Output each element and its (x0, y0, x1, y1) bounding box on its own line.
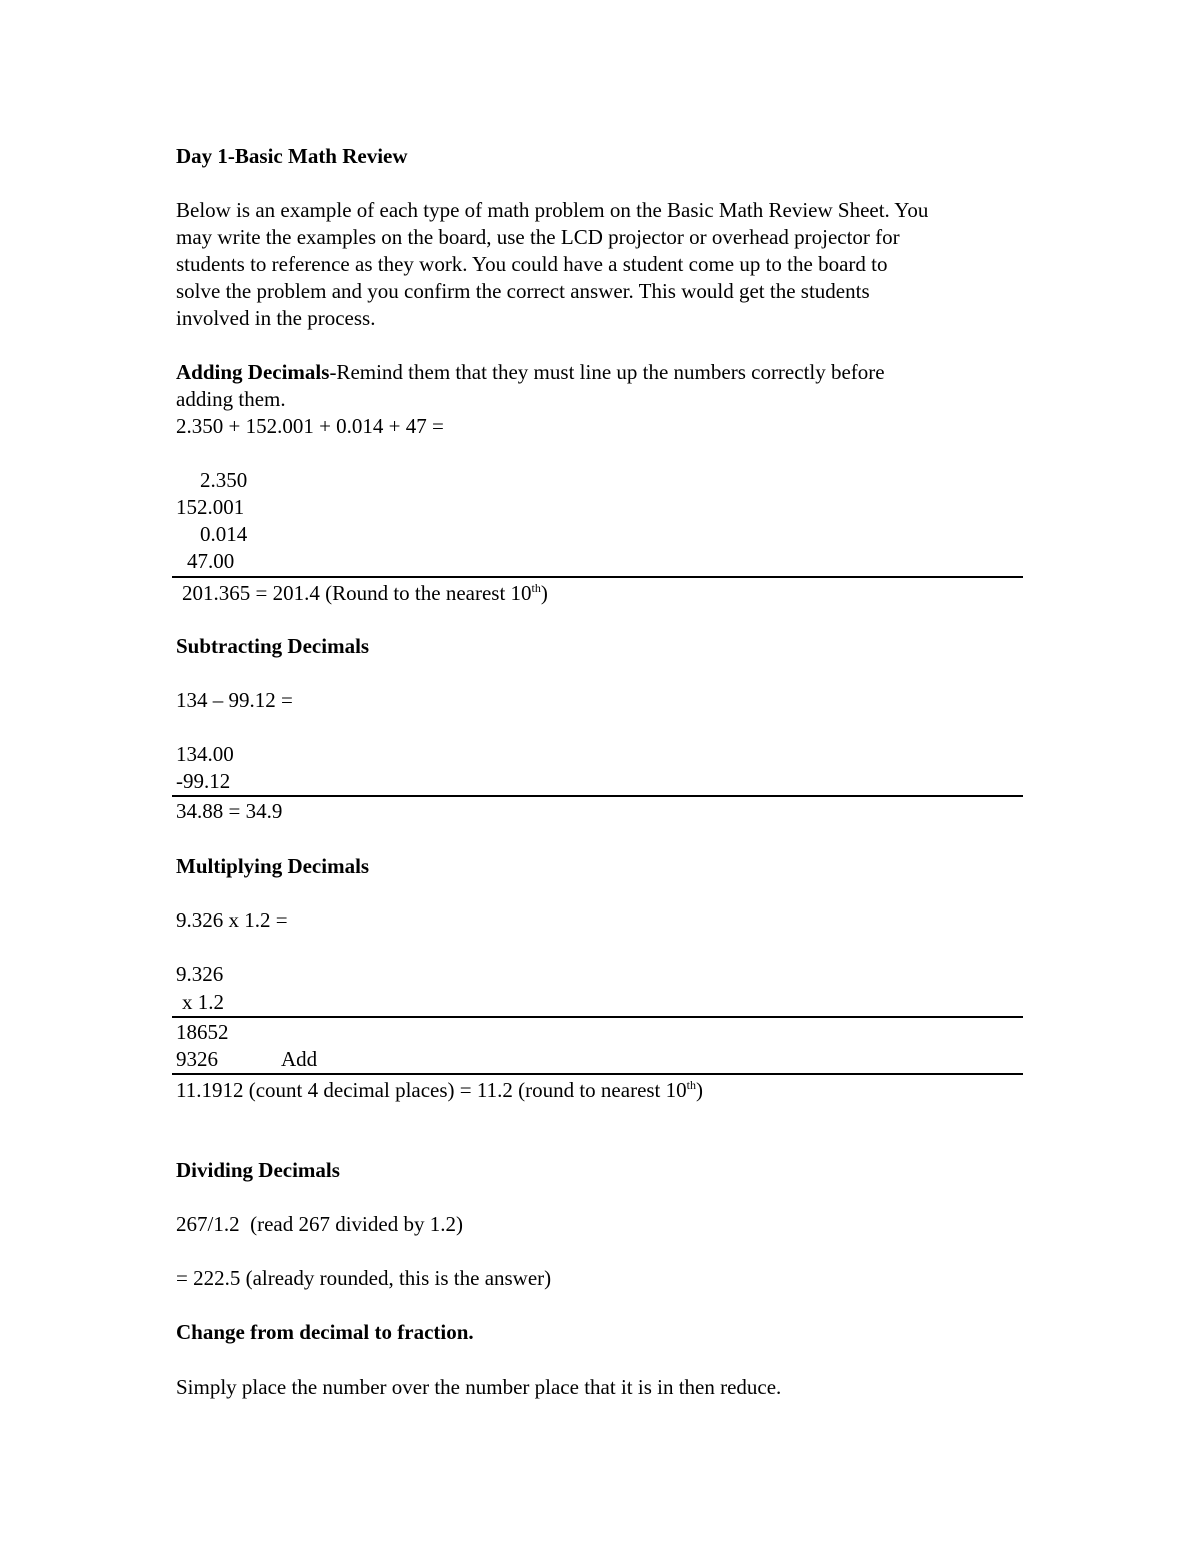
stack-number: 152.001 (176, 495, 245, 519)
partial-product: 9326 (176, 1047, 218, 1071)
subtracting-heading: Subtracting Decimals (176, 634, 370, 658)
adding-result: 201.365 = 201.4 (Round to the nearest 10th) (182, 581, 548, 605)
multiplying-problem: 9.326 x 1.2 = (176, 908, 288, 932)
partial-product: 18652 (176, 1020, 229, 1044)
product-rule (172, 1016, 1023, 1018)
stack-number: 47.00 (187, 549, 235, 573)
intro-line: may write the examples on the board, use the LCD projector or overhead projector for (176, 225, 900, 249)
total-rule (172, 1073, 1023, 1075)
sum-rule (172, 576, 1023, 578)
superscript: th (686, 1078, 696, 1092)
subtracting-problem: 134 – 99.12 = (176, 688, 293, 712)
stack-number: 9.326 (176, 962, 224, 986)
dividing-problem: 267/1.2 (read 267 divided by 1.2) (176, 1212, 463, 1236)
stack-number: -99.12 (176, 769, 231, 793)
multiplying-result: 11.1912 (count 4 decimal places) = 11.2 (round to nearest 10th) (176, 1078, 703, 1102)
intro-line: involved in the process. (176, 306, 376, 330)
stack-number: x 1.2 (182, 990, 224, 1014)
difference-rule (172, 795, 1023, 797)
stack-number: 2.350 (200, 468, 248, 492)
intro-paragraph (176, 197, 1036, 332)
stack-number: 134.00 (176, 742, 234, 766)
multiplying-heading: Multiplying Decimals (176, 854, 370, 878)
superscript: th (531, 581, 541, 595)
fraction-heading: Change from decimal to fraction. (176, 1320, 474, 1344)
subtracting-result: 34.88 = 34.9 (176, 799, 283, 823)
intro-line: solve the problem and you confirm the correct answer. This would get the students (176, 279, 870, 303)
adding-problem: 2.350 + 152.001 + 0.014 + 47 = (176, 414, 444, 438)
fraction-text: Simply place the number over the number place that it is in then reduce. (176, 1375, 782, 1399)
adding-note: -Remind them that they must line up the numbers correctly before (329, 360, 885, 384)
page-title: Day 1-Basic Math Review (176, 144, 408, 168)
stack-number: 0.014 (200, 522, 248, 546)
adding-heading-line (176, 359, 885, 386)
intro-line: students to reference as they work. You could have a student come up to the board to (176, 252, 888, 276)
adding-heading: Adding Decimals (176, 360, 330, 384)
add-label: Add (281, 1047, 318, 1071)
dividing-heading: Dividing Decimals (176, 1158, 340, 1182)
adding-note-cont: adding them. (176, 387, 286, 411)
intro-line: Below is an example of each type of math problem on the Basic Math Review Sheet. You (176, 198, 929, 222)
dividing-answer: = 222.5 (already rounded, this is the answer) (176, 1266, 552, 1290)
